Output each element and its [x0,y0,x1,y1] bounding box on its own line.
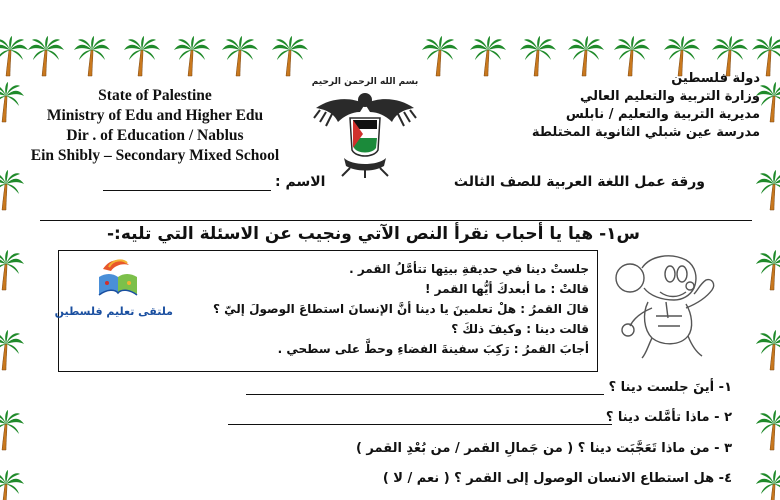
worksheet-title: ورقة عمل اللغة العربية للصف الثالث [453,174,705,190]
answer-line[interactable] [228,424,612,425]
palestine-emblem [300,70,430,180]
cartoon-mouse-illustration [612,238,722,363]
basmala-text: بسم الله الرحمن الرحيم [311,77,419,87]
divider-line [40,220,752,221]
english-header [0,86,310,166]
palm-icon [756,170,780,210]
question-item: ٤- هل استطاع الانسان الوصول إلى القمر ؟ ( نعم / لا ) [382,471,732,486]
palm-icon [0,410,24,450]
school-name-en: Ein Shibly – Secondary Mixed School [30,147,280,164]
palm-icon [74,36,110,76]
passage-line: قالت دينا : وكيفَ ذلكَ ؟ [451,322,589,336]
directorate-name-en: Dir . of Education / Nablus [66,127,244,144]
question-item: ٢ - ماذا تأمَّلت دينا ؟ [605,410,732,425]
directorate-name-ar: مديرية التربية والتعليم / نابلس [565,107,760,122]
passage-line: أجابَ القمرُ : رَكِبَ سفينةَ الفضاءِ وحطَّ على سطحي . [277,342,589,356]
palm-icon [0,470,24,500]
passage-text [169,259,589,359]
palm-icon [222,36,258,76]
passage-line: جلستْ دينا في حديقةِ بيتِها تتأمَّلُ القمر . [349,262,589,276]
palm-icon [0,36,28,76]
question-item: ٣ - من ماذا تَعَجَّبَت دينا ؟ ( من جَمالِ القمر / من بُعْدِ القمر ) [355,441,732,456]
passage-line: قالتْ : ما أبعدكَ أيُّها القمر ! [425,282,589,296]
arabic-header [510,70,760,142]
state-name-ar: دولة فلسطين [671,71,760,86]
palm-icon [470,36,506,76]
palm-icon [0,250,24,290]
passage-line: قالَ القمرُ : هلْ تعلمينَ يا دينا أنَّ الإنسانَ استطاعَ الوصولَ إليّ ؟ [213,302,589,316]
question-heading: س١- هيا يا أحباب نقرأ النص الآتي ونجيب عن الاسئلة التي تليه:- [106,224,640,244]
palm-icon [756,410,780,450]
answer-line[interactable] [246,394,604,395]
forum-logo [54,255,173,325]
book-logo-icon [63,255,173,305]
reading-passage-box [54,250,598,372]
palm-icon [0,170,24,210]
palm-icon [756,330,780,370]
state-name-en: State of Palestine [98,87,212,104]
ministry-name-en: Ministry of Edu and Higher Edu [46,107,264,124]
palm-icon [174,36,210,76]
palm-icon [756,250,780,290]
palm-icon [756,470,780,500]
forum-logo-text: ملتقى تعليم فلسطين [54,305,173,318]
question-item: ١- أينَ جلست دينا ؟ [608,380,732,395]
school-name-ar: مدرسة عين شبلي الثانوية المختلطة [531,125,760,140]
palm-icon [0,330,24,370]
name-label: الاسم : [275,174,326,190]
palm-icon [28,36,64,76]
palm-icon [124,36,160,76]
ministry-name-ar: وزارة التربية والتعليم العالي [579,89,760,104]
name-field-line[interactable] [103,190,271,191]
